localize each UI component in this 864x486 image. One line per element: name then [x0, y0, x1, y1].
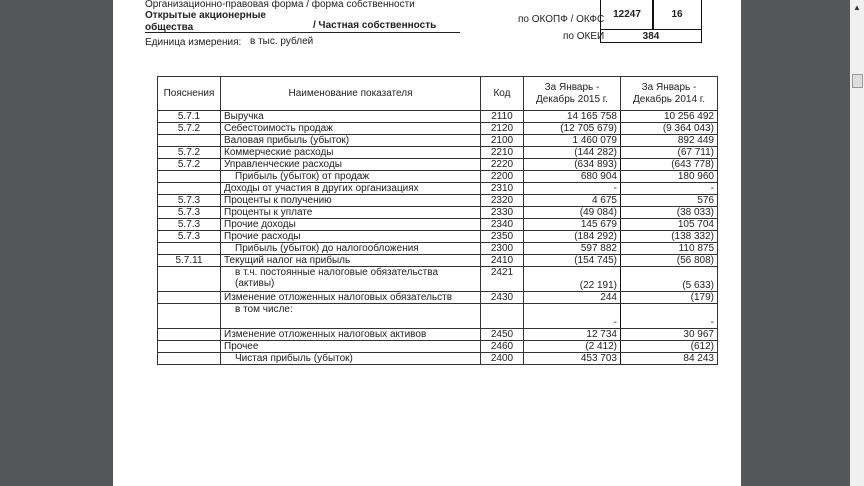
table-row — [158, 341, 718, 353]
row-value-2014: 84 243 — [621, 353, 718, 365]
row-code: 2421 — [481, 267, 524, 292]
row-value-2015: 597 882 — [524, 243, 621, 255]
row-value-2014: 180 960 — [621, 171, 718, 183]
okopf-code: 12247 — [600, 0, 654, 30]
table-row — [158, 171, 718, 183]
row-name: Выручка — [221, 111, 481, 123]
row-code: 2400 — [481, 353, 524, 365]
row-value-2015: 12 734 — [524, 329, 621, 341]
row-value-2015: 244 — [524, 292, 621, 304]
row-value-2014: (612) — [621, 341, 718, 353]
row-value-2014: 892 449 — [621, 135, 718, 147]
org-form-line2: общества — [145, 22, 194, 33]
row-value-2014: 10 256 492 — [621, 111, 718, 123]
row-value-2014: (643 778) — [621, 159, 718, 171]
table-row — [158, 183, 718, 195]
row-note: 5.7.11 — [158, 255, 221, 267]
row-value-2014: (138 332) — [621, 231, 718, 243]
row-value-2015: - — [524, 304, 621, 329]
row-name: Себестоимость продаж — [221, 123, 481, 135]
scroll-up-icon[interactable]: ▲ — [853, 3, 861, 12]
vertical-scrollbar[interactable] — [850, 0, 864, 486]
table-row — [158, 111, 718, 123]
row-name: Проценты к получению — [221, 195, 481, 207]
row-value-2014: (67 711) — [621, 147, 718, 159]
row-code: 2220 — [481, 159, 524, 171]
row-name: Прочие расходы — [221, 231, 481, 243]
row-value-2015: 680 904 — [524, 171, 621, 183]
row-value-2015: 145 679 — [524, 219, 621, 231]
row-name: Чистая прибыль (убыток) — [221, 353, 481, 365]
row-name: Доходы от участия в других организациях — [221, 183, 481, 195]
row-note — [158, 304, 221, 329]
col-code: Код — [481, 77, 524, 111]
unit-label: Единица измерения: — [145, 37, 242, 48]
row-code: 2100 — [481, 135, 524, 147]
row-name: Прибыль (убыток) от продаж — [221, 171, 481, 183]
okei-code: 384 — [600, 29, 702, 43]
row-value-2015: (184 292) — [524, 231, 621, 243]
row-note — [158, 329, 221, 341]
row-note — [158, 243, 221, 255]
col-2015: За Январь - Декабрь 2015 г. — [524, 77, 621, 111]
table-row — [158, 159, 718, 171]
table-row — [158, 292, 718, 304]
row-value-2015: 453 703 — [524, 353, 621, 365]
row-value-2015: 14 165 758 — [524, 111, 621, 123]
row-note: 5.7.3 — [158, 207, 221, 219]
row-code: 2300 — [481, 243, 524, 255]
table-row — [158, 304, 718, 329]
row-name: Текущий налог на прибыль — [221, 255, 481, 267]
col-2014: За Январь - Декабрь 2014 г. — [621, 77, 718, 111]
row-value-2014: (5 633) — [621, 267, 718, 292]
row-value-2014: 105 704 — [621, 219, 718, 231]
row-name: Прибыль (убыток) до налогообложения — [221, 243, 481, 255]
row-code: 2330 — [481, 207, 524, 219]
row-code: 2210 — [481, 147, 524, 159]
table-row — [158, 135, 718, 147]
col-name: Наименование показателя — [221, 77, 481, 111]
okfs-code: 16 — [652, 0, 702, 30]
row-name: в т.ч. постоянные налоговые обязательства (активы) — [221, 267, 481, 292]
row-name: Коммерческие расходы — [221, 147, 481, 159]
row-value-2015: 4 675 — [524, 195, 621, 207]
table-row — [158, 123, 718, 135]
row-value-2015: 1 460 079 — [524, 135, 621, 147]
row-name: Управленческие расходы — [221, 159, 481, 171]
table-row — [158, 353, 718, 365]
table-row — [158, 195, 718, 207]
okopf-label: по ОКОПФ / ОКФС — [518, 14, 605, 25]
row-note: 5.7.2 — [158, 147, 221, 159]
row-name: Валовая прибыль (убыток) — [221, 135, 481, 147]
financial-results-table — [157, 76, 718, 365]
row-name: Изменение отложенных налоговых обязательств — [221, 292, 481, 304]
row-note: 5.7.1 — [158, 111, 221, 123]
scrollbar-thumb[interactable] — [852, 74, 863, 88]
row-code: 2410 — [481, 255, 524, 267]
row-name: Прочие доходы — [221, 219, 481, 231]
underline — [145, 32, 460, 33]
row-value-2015: (22 191) — [524, 267, 621, 292]
table-row — [158, 207, 718, 219]
row-value-2015: (12 705 679) — [524, 123, 621, 135]
row-value-2014: (9 364 043) — [621, 123, 718, 135]
row-note — [158, 135, 221, 147]
row-note — [158, 171, 221, 183]
row-code: 2310 — [481, 183, 524, 195]
row-code: 2320 — [481, 195, 524, 207]
row-value-2014: (56 808) — [621, 255, 718, 267]
row-name: Проценты к уплате — [221, 207, 481, 219]
row-note: 5.7.3 — [158, 231, 221, 243]
row-note: 5.7.2 — [158, 159, 221, 171]
row-note — [158, 267, 221, 292]
okei-label: по ОКЕИ — [563, 31, 605, 42]
row-note — [158, 341, 221, 353]
row-value-2015: (634 893) — [524, 159, 621, 171]
row-value-2014: - — [621, 183, 718, 195]
document-page — [113, 0, 741, 486]
row-code: 2340 — [481, 219, 524, 231]
row-note — [158, 183, 221, 195]
row-value-2015: (144 282) — [524, 147, 621, 159]
row-name: в том числе: — [221, 304, 481, 329]
row-code: 2200 — [481, 171, 524, 183]
ownership-form: / Частная собственность — [313, 20, 437, 31]
row-value-2014: 110 875 — [621, 243, 718, 255]
table-row — [158, 231, 718, 243]
row-name: Прочее — [221, 341, 481, 353]
row-value-2014: 576 — [621, 195, 718, 207]
row-value-2015: (2 412) — [524, 341, 621, 353]
row-value-2015: (154 745) — [524, 255, 621, 267]
row-code: 2460 — [481, 341, 524, 353]
row-code: 2430 — [481, 292, 524, 304]
table-row — [158, 329, 718, 341]
row-note — [158, 353, 221, 365]
table-row — [158, 243, 718, 255]
table-row — [158, 255, 718, 267]
org-form-line1: Открытые акционерные — [145, 10, 266, 21]
row-value-2014: 30 967 — [621, 329, 718, 341]
row-value-2014: - — [621, 304, 718, 329]
row-value-2014: (179) — [621, 292, 718, 304]
table-row — [158, 147, 718, 159]
row-code — [481, 304, 524, 329]
row-code: 2450 — [481, 329, 524, 341]
row-code: 2110 — [481, 111, 524, 123]
table-row — [158, 267, 718, 292]
row-name: Изменение отложенных налоговых активов — [221, 329, 481, 341]
row-note: 5.7.2 — [158, 123, 221, 135]
row-value-2015: - — [524, 183, 621, 195]
table-row — [158, 219, 718, 231]
unit-value: в тыс. рублей — [250, 36, 314, 47]
col-notes: Пояснения — [158, 77, 221, 111]
org-form-label: Организационно-правовая форма / форма собственности — [145, 0, 415, 10]
row-value-2015: (49 084) — [524, 207, 621, 219]
row-code: 2350 — [481, 231, 524, 243]
row-note: 5.7.3 — [158, 195, 221, 207]
row-code: 2120 — [481, 123, 524, 135]
row-value-2014: (38 033) — [621, 207, 718, 219]
row-note: 5.7.3 — [158, 219, 221, 231]
row-note — [158, 292, 221, 304]
